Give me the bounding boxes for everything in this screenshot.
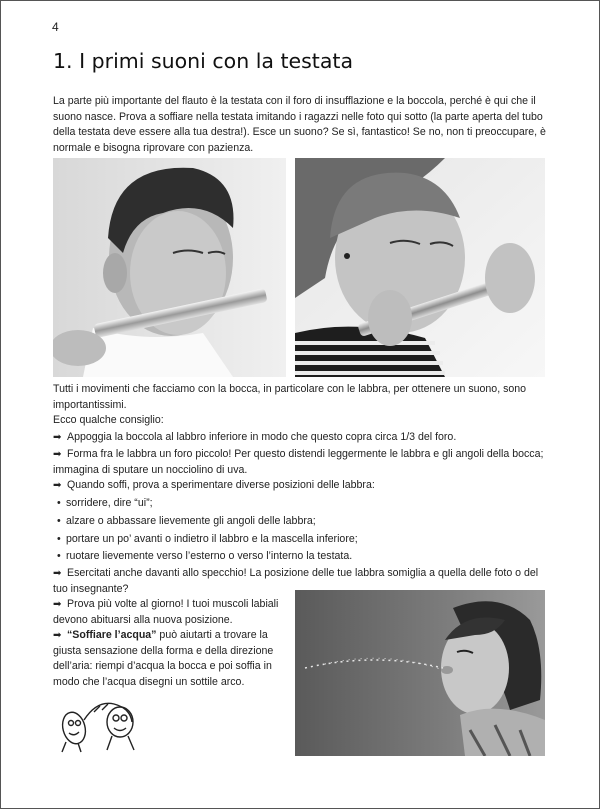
- arrow-icon: ➡: [53, 480, 62, 491]
- position-item: • alzare o abbassare lievemente gli angoli delle labbra;: [57, 514, 316, 530]
- photo-boy-headjoint: [53, 158, 286, 377]
- position-item: • sorridere, dire “ui”;: [57, 496, 153, 512]
- tips-intro: Ecco qualche consiglio:: [53, 414, 164, 426]
- photo-girl-blowing-water: [295, 590, 545, 756]
- arrow-icon: ➡: [53, 568, 62, 579]
- arrow-icon: ➡: [53, 599, 62, 610]
- tip-item: ➡ Quando soffi, prova a sperimentare diverse posizioni delle labbra:: [53, 478, 545, 494]
- tip-item: ➡ Esercitati anche davanti allo specchio! La posizione delle tue labbra somiglia a quella delle foto o del tuo insegnante?: [53, 567, 539, 595]
- page-title: 1. I primi suoni con la testata: [53, 49, 354, 73]
- cartoon-flute-characters: [52, 690, 147, 755]
- tip-item: ➡ Forma fra le labbra un foro piccolo! Per questo distendi leggermente le labbra e gli angoli della bocca; immagina di sputare un nocciolino di uva.: [53, 448, 544, 476]
- arrow-icon: ➡: [53, 432, 62, 443]
- page-number: 4: [52, 20, 59, 34]
- arrow-icon: ➡: [53, 630, 62, 641]
- tip-item: ➡ “Soffiare l’acqua” può aiutarti a trovare la giusta sensazione della forma e della direzione dell’aria: riempi d’acqua la bocca e poi soffia in modo che l’acqua disegni un sottile arco.: [53, 629, 274, 688]
- position-item: • portare un po’ avanti o indietro il labbro e la mascella inferiore;: [57, 532, 358, 548]
- movements-paragraph: Tutti i movimenti che facciamo con la bocca, in particolare con le labbra, per ottenere un suono, sono importantissimi.: [53, 383, 527, 411]
- bullet-icon: •: [57, 533, 61, 545]
- tip-item: ➡ Appoggia la boccola al labbro inferiore in modo che questo copra circa 1/3 del foro.: [53, 430, 545, 446]
- intro-paragraph: La parte più importante del flauto è la testata con il foro di insufflazione e la boccola, perché è qui che il suono nasce. Prova a soffiare nella testata imitando i ragazzi nelle foto qui sotto (la parte aperta del tubo della testata deve essere alla tua destra!). Esce un suono? Se sì, fantastico! Se no, non ti preoccupare, è normale e bisogna riprovare con pazienza.: [53, 95, 546, 154]
- position-item: • ruotare lievemente verso l’esterno o verso l’interno la testata.: [57, 549, 352, 565]
- arrow-icon: ➡: [53, 449, 62, 460]
- bullet-icon: •: [57, 550, 61, 562]
- photo-girl-headjoint: [295, 158, 545, 377]
- bullet-icon: •: [57, 515, 61, 527]
- bullet-icon: •: [57, 497, 61, 509]
- tip-item: ➡ Prova più volte al giorno! I tuoi muscoli labiali devono abituarsi alla nuova posizione.: [53, 598, 279, 626]
